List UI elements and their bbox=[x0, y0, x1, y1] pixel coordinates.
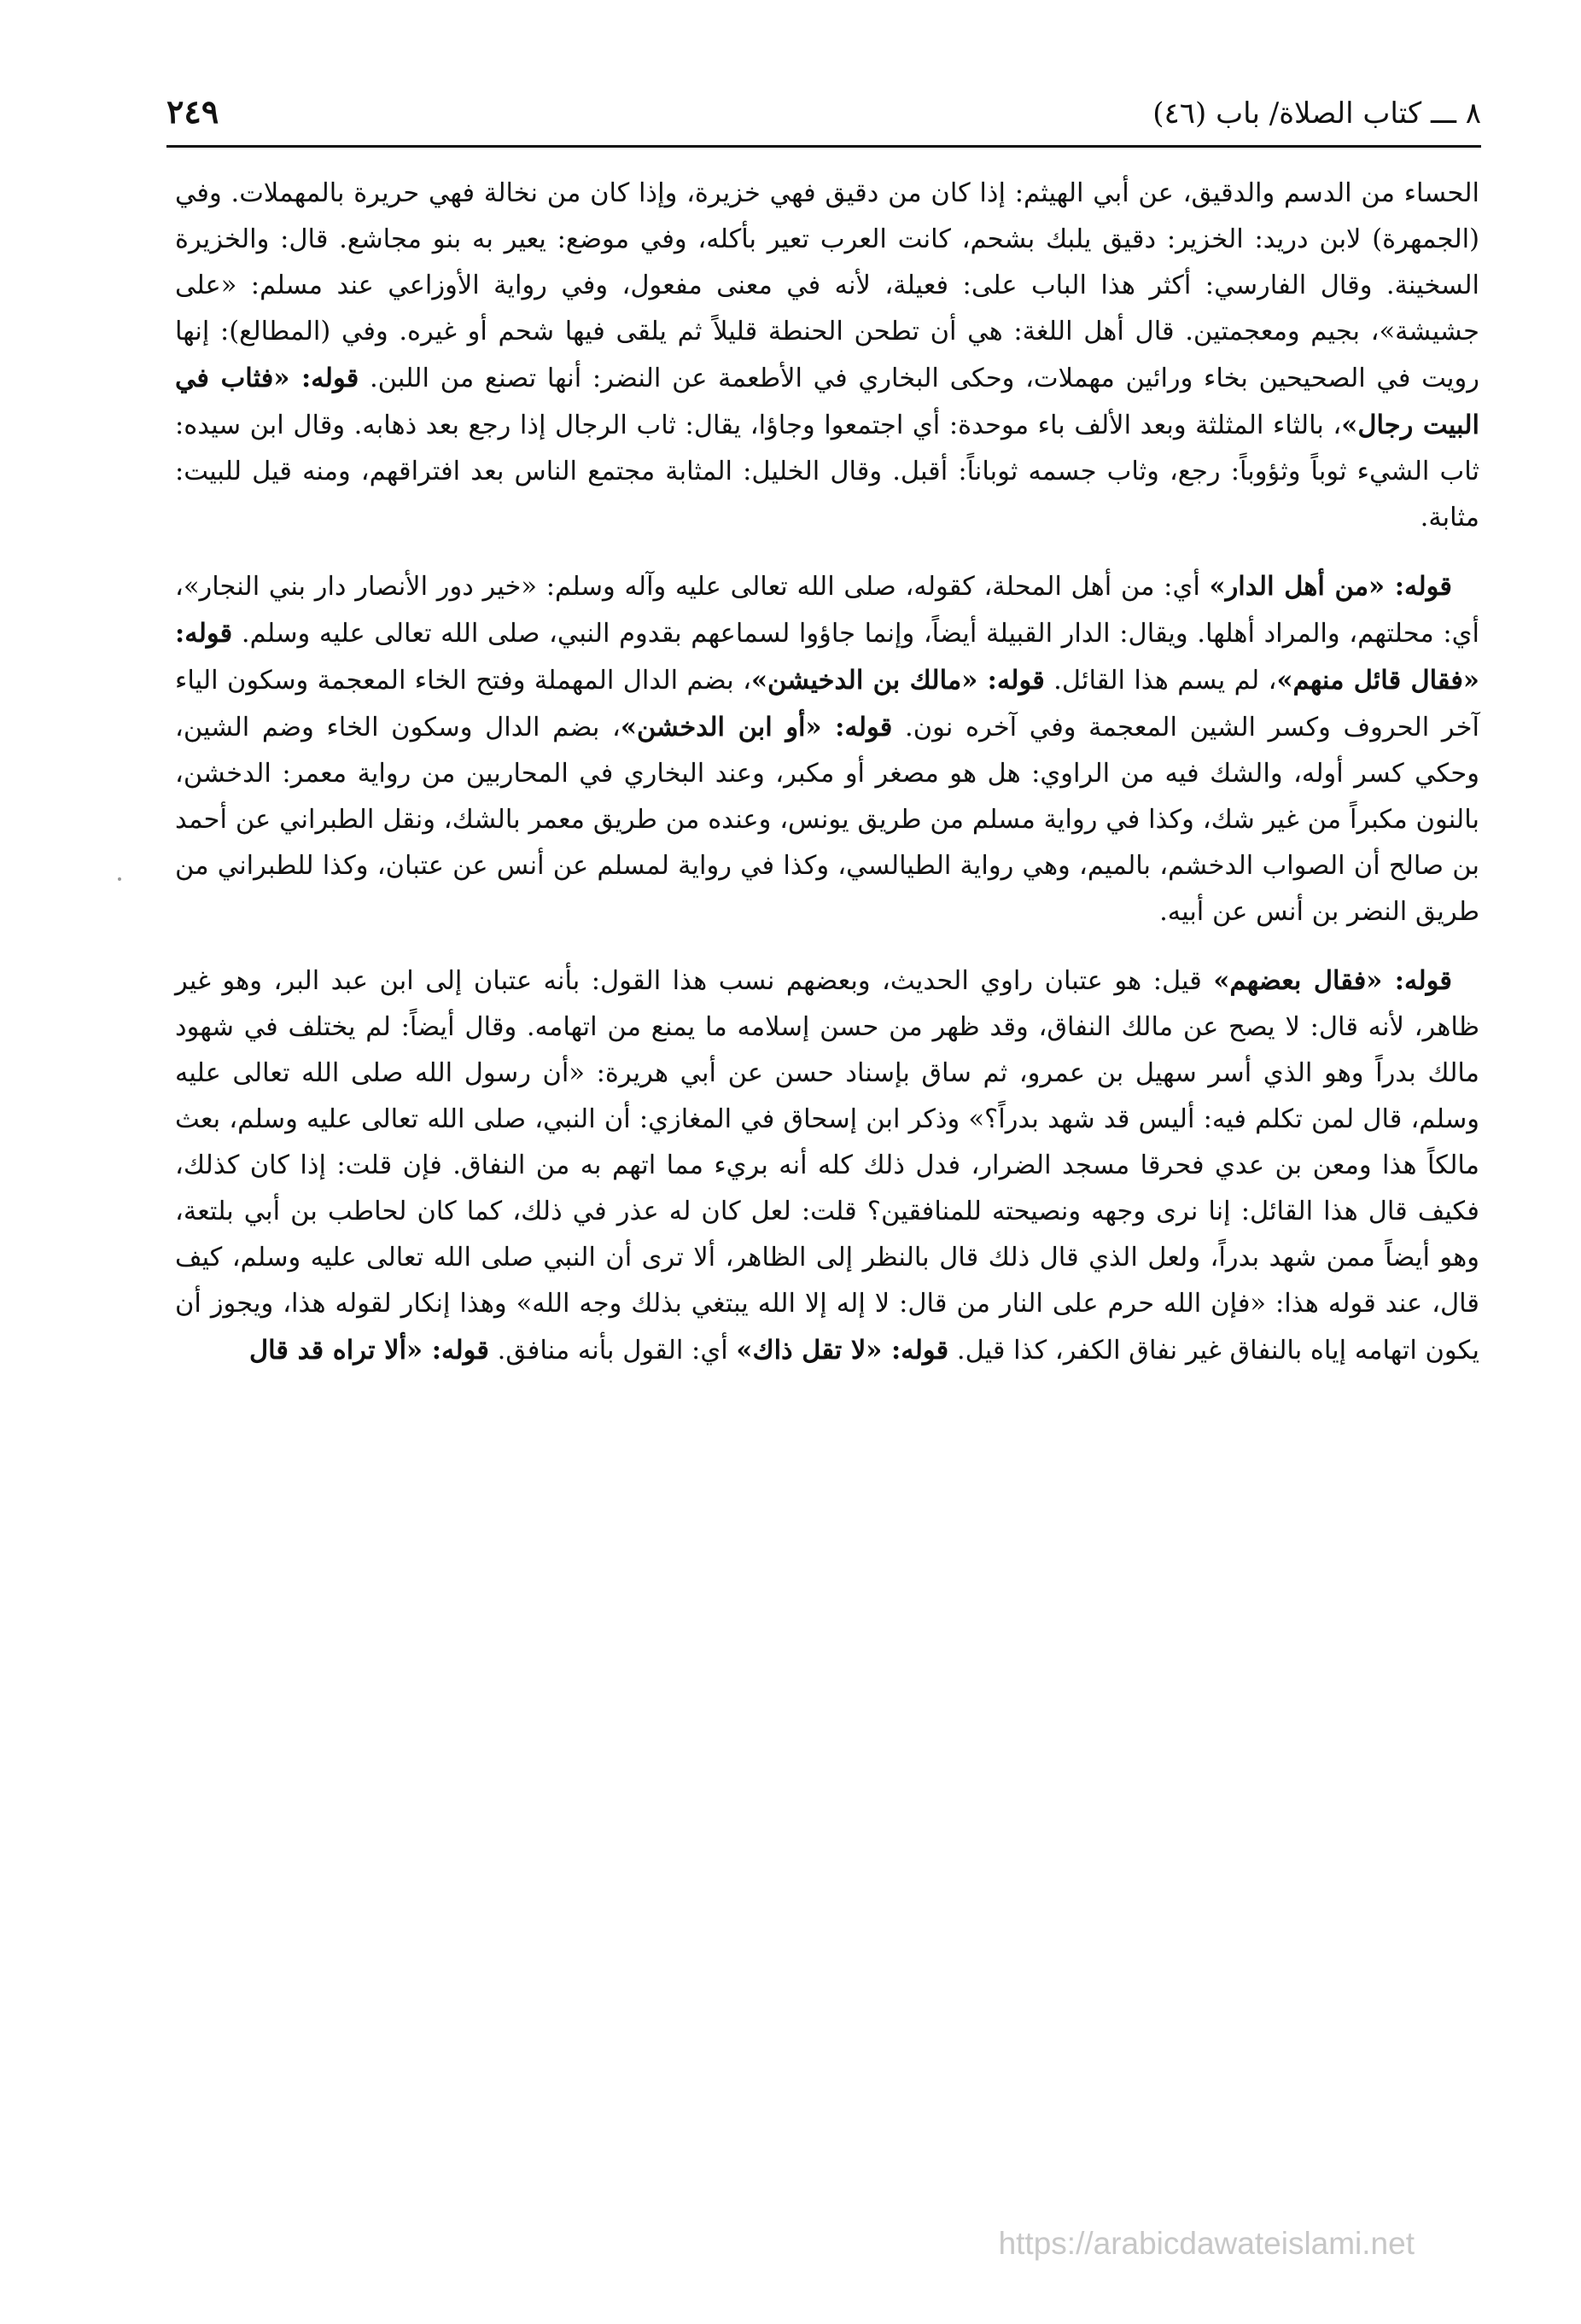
commentary-text: أي: من أهل المحلة، كقوله، صلى الله تعالى عليه وآله وسلم: «خير دور الأنصار دار بني النجار»، أي: محلتهم، والمراد أهلها. ويقال: الدار القبيلة أيضاً، وإنما جاؤوا لسماعهم بقدوم النبي، صلى الله تعالى عليه وسلم. bbox=[175, 572, 1479, 649]
commentary-text: ، لم يسم هذا القائل. bbox=[1044, 666, 1277, 696]
commentary-text: ، بضم الدال المهملة وفتح الخاء المعجمة وسكون الياء آخر الحروف وكسر الشين المعجمة وفي آخره نون. bbox=[175, 666, 1479, 743]
commentary-text: أي: القول بأنه منافق. bbox=[488, 1336, 737, 1366]
quote-lemma: قوله: «من أهل الدار» bbox=[1209, 571, 1452, 602]
quote-lemma: قوله: «أو ابن الدخشن» bbox=[620, 712, 893, 743]
commentary-text: ، بالثاء المثلثة وبعد الألف باء موحدة: أي اجتمعوا وجاؤا، يقال: ثاب الرجال إذا رجع بعد ذهابه. وقال ابن سيده: ثاب الشيء ثوباً وثؤوباً: رجع، وثاب جسمه ثوباناً: أقبل. وقال الخليل: المثابة مجتمع الناس بعد افتراقهم، ومنه قيل للبيت: مثابة. bbox=[175, 411, 1479, 533]
quote-lemma: قوله: «ألا تراه قد قال bbox=[248, 1335, 489, 1366]
quote-lemma: قوله: «لا تقل ذاك» bbox=[736, 1335, 949, 1366]
running-header bbox=[166, 92, 1481, 145]
commentary-text: ، بضم الدال وسكون الخاء وضم الشين، وحكي كسر أوله، والشك فيه من الراوي: هل هو مصغر أو مكبر، وعند البخاري في المحاربين من رواية معمر: الدخشن، بالنون مكبراً من غير شك، وكذا في رواية مسلم من طريق يونس، وعنده من طريق معمر بالشك، ونقل الطبراني عن أحمد بن صالح أن الصواب الدخشم، بالميم، وهي رواية الطيالسي، وكذا في رواية لمسلم عن أنس عن عتبان، وكذا للطبراني من طريق النضر بن أنس عن أبيه. bbox=[175, 713, 1479, 927]
commentary-text: الحساء من الدسم والدقيق، عن أبي الهيثم: إذا كان من دقيق فهي خزيرة، وإذا كان من نخالة فهي حريرة بالمهملات. وفي (الجمهرة) لابن دريد: الخزير: دقيق يلبك بشحم، كانت العرب تعير بأكله، وفي موضع: يعير به بنو مجاشع. قال: والخزيرة السخينة. وقال الفارسي: أكثر هذا الباب على: فعيلة، لأنه في معنى مفعول، وفي رواية الأوزاعي عند مسلم: «على جشيشة»، بجيم ومعجمتين. قال أهل اللغة: هي أن تطحن الحنطة قليلاً ثم يلقى فيها شحم أو غيره. وفي (المطالع): إنها رويت في الصحيحين بخاء ورائين مهملات، وحكى البخاري في الأطعمة عن النضر: أنها تصنع من اللبن. bbox=[175, 178, 1479, 393]
quote-lemma: قوله: «فقال بعضهم» bbox=[1213, 965, 1452, 996]
header-rule bbox=[166, 145, 1481, 148]
chapter-title: ٨ ـــ كتاب الصلاة/ باب (٤٦) bbox=[1152, 96, 1481, 131]
paragraph-1 bbox=[175, 171, 1479, 541]
quote-lemma: قوله: «فقال قائل منهم» bbox=[175, 618, 1479, 696]
page-number: ٢٤٩ bbox=[166, 92, 219, 131]
paragraph-3 bbox=[175, 958, 1479, 1374]
paragraph-2 bbox=[175, 563, 1479, 935]
quote-lemma: قوله: «مالك بن الدخيشن» bbox=[750, 665, 1045, 696]
quote-lemma: قوله: «فثاب في البيت رجال» bbox=[175, 363, 1479, 440]
margin-mark bbox=[118, 877, 121, 881]
site-watermark: https://arabicdawateislami.net bbox=[998, 2226, 1415, 2261]
page-body bbox=[175, 171, 1479, 1396]
commentary-text: قيل: هو عتبان راوي الحديث، وبعضهم نسب هذا القول: بأنه عتبان إلى ابن عبد البر، وهو غير ظاهر، لأنه قال: لا يصح عن مالك النفاق، وقد ظهر من حسن إسلامه ما يمنع من اتهامه. وقال أيضاً: لم يختلف في شهود مالك بدراً وهو الذي أسر سهيل بن عمرو، ثم ساق بإسناد حسن عن أبي هريرة: «أن رسول الله صلى الله تعالى عليه وسلم، قال لمن تكلم فيه: أليس قد شهد بدراً؟» وذكر ابن إسحاق في المغازي: أن النبي، صلى الله تعالى عليه وسلم، بعث مالكاً هذا ومعن بن عدي فحرقا مسجد الضرار، فدل ذلك كله أنه بريء مما اتهم به من النفاق. فإن قلت: إذا كان كذلك، فكيف قال هذا القائل: إنا نرى وجهه ونصيحته للمنافقين؟ قلت: لعل كان له عذر في ذلك، كما كان لحاطب بن أبي بلتعة، وهو أيضاً ممن شهد بدراً، ولعل الذي قال ذلك قال بالنظر إلى الظاهر، ألا ترى أن النبي صلى الله تعالى عليه وسلم، كيف قال، عند قوله هذا: «فإن الله حرم على النار من قال: لا إله إلا الله يبتغي بذلك وجه الله» وهذا إنكار لقوله هذا، ويجوز أن يكون اتهامه إياه بالنفاق غير نفاق الكفر، كذا قيل. bbox=[175, 966, 1479, 1366]
